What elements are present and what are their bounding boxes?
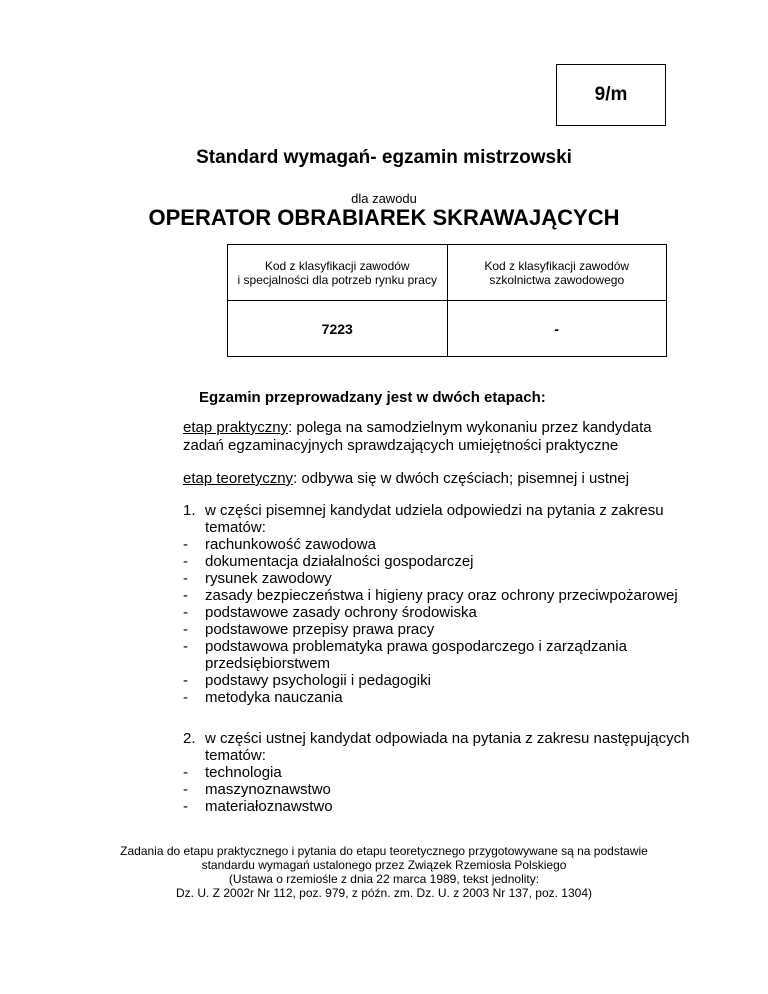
classification-table	[227, 244, 667, 357]
theoretical-stage-text: : odbywa się w dwóch częściach; pisemnej i ustnej	[293, 470, 630, 487]
list-item-text: dokumentacja działalności gospodarczej	[205, 553, 474, 570]
list-item-text: maszynoznawstwo	[205, 781, 331, 798]
oral-topics-list	[183, 764, 703, 815]
list-item	[183, 570, 703, 587]
oral-part-section	[183, 730, 703, 815]
table-value-row	[228, 301, 667, 357]
list-dash: -	[183, 587, 188, 604]
footer-line: Dz. U. Z 2002r Nr 112, poz. 979, z późn. zm. Dz. U. z 2003 Nr 137, poz. 1304)	[176, 886, 592, 900]
list-item-text: podstawowe przepisy prawa pracy	[205, 621, 435, 638]
header-line: Kod z klasyfikacji zawodów	[264, 258, 410, 273]
list-dash: -	[183, 764, 188, 781]
list-dash: -	[183, 781, 188, 798]
list-number: 1.	[183, 502, 196, 519]
list-item	[183, 604, 703, 621]
header-line: szkolnictwa zawodowego	[489, 272, 625, 287]
header-cell-school	[447, 245, 667, 301]
list-item	[183, 798, 703, 815]
list-item	[183, 536, 703, 553]
list-item	[183, 781, 703, 798]
value-cell-school: -	[447, 301, 667, 357]
practical-stage-paragraph	[183, 419, 693, 455]
stages-heading: Egzamin przeprowadzany jest w dwóch etapach:	[199, 389, 546, 406]
list-item-text: podstawowe zasady ochrony środowiska	[205, 604, 477, 621]
list-item-text: technologia	[205, 764, 282, 781]
footer-line: standardu wymagań ustalonego przez Związek Rzemiosła Polskiego	[201, 858, 567, 872]
oral-part-intro	[183, 730, 703, 764]
list-dash: -	[183, 672, 188, 689]
legal-basis-footer	[0, 844, 768, 900]
list-dash: -	[183, 638, 188, 655]
list-dash: -	[183, 604, 188, 621]
list-number: 2.	[183, 730, 196, 747]
list-dash: -	[183, 689, 188, 706]
list-item	[183, 553, 703, 570]
list-dash: -	[183, 536, 188, 553]
list-dash: -	[183, 570, 188, 587]
document-code: 9/m	[594, 84, 628, 105]
table-header-row	[228, 245, 667, 301]
list-item-text: metodyka nauczania	[205, 689, 343, 706]
oral-intro-text: w części ustnej kandydat odpowiada na pytania z zakresu następujących tematów:	[205, 730, 690, 764]
profession-name: OPERATOR OBRABIAREK SKRAWAJĄCYCH	[148, 205, 620, 230]
list-item	[183, 587, 703, 604]
page-title: Standard wymagań- egzamin mistrzowski	[196, 147, 572, 168]
list-dash: -	[183, 621, 188, 638]
list-item	[183, 621, 703, 638]
list-dash: -	[183, 553, 188, 570]
practical-stage-label: etap praktyczny	[183, 419, 289, 436]
list-item-text: podstawowa problematyka prawa gospodarczego i zarządzania przedsiębiorstwem	[205, 638, 627, 672]
for-profession-label: dla zawodu	[351, 191, 417, 206]
written-part-section	[183, 502, 703, 706]
header-line: Kod z klasyfikacji zawodów	[484, 258, 630, 273]
list-dash: -	[183, 798, 188, 815]
list-item	[183, 764, 703, 781]
list-item	[183, 638, 703, 672]
header-cell-labour-market	[228, 245, 448, 301]
theoretical-stage-label: etap teoretyczny	[183, 470, 294, 487]
written-intro-text: w części pisemnej kandydat udziela odpowiedzi na pytania z zakresu tematów:	[205, 502, 664, 536]
list-item	[183, 689, 703, 706]
list-item-text: rachunkowość zawodowa	[205, 536, 376, 553]
list-item-text: rysunek zawodowy	[205, 570, 332, 587]
header-line: i specjalności dla potrzeb rynku pracy	[237, 272, 437, 287]
practical-stage-text: : polega na samodzielnym wykonaniu przez kandydata zadań egzaminacyjnych sprawdzających umiejętności praktyczne	[183, 419, 652, 454]
list-item	[183, 672, 703, 689]
footer-line: Zadania do etapu praktycznego i pytania do etapu teoretycznego przygotowywane są na podstawie	[120, 844, 648, 858]
document-code-box	[556, 64, 666, 126]
footer-line: (Ustawa o rzemiośle z dnia 22 marca 1989, tekst jednolity:	[228, 872, 540, 886]
list-item-text: materiałoznawstwo	[205, 798, 333, 815]
written-part-intro	[183, 502, 703, 536]
written-topics-list	[183, 536, 703, 706]
value-cell-labour-market: 7223	[228, 301, 448, 357]
list-item-text: zasady bezpieczeństwa i higieny pracy oraz ochrony przeciwpożarowej	[205, 587, 678, 604]
list-item-text: podstawy psychologii i pedagogiki	[205, 672, 431, 689]
theoretical-stage-paragraph	[183, 470, 693, 488]
